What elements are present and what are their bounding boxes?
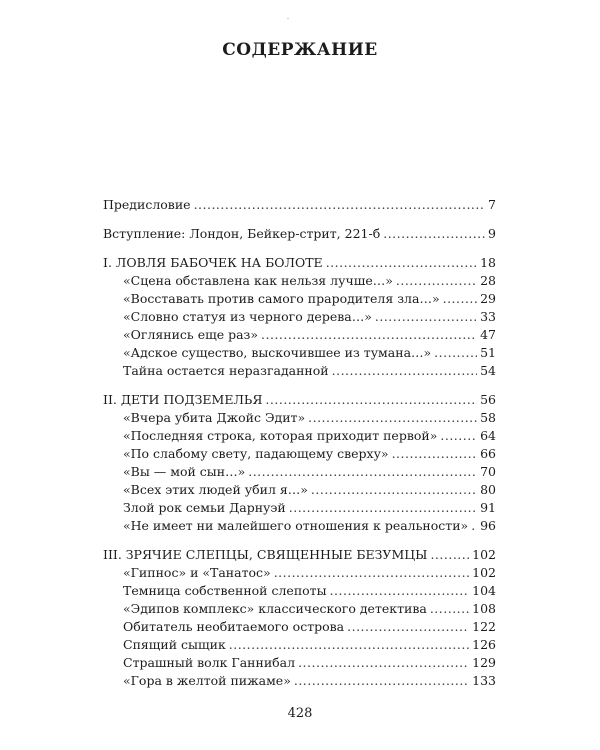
page-number: 428 xyxy=(287,706,313,721)
toc-subentry xyxy=(123,583,496,599)
toc-entry-label: Злой рок семьи Дарнуэй xyxy=(123,500,286,515)
toc-entry-label: Обитатель необитаемого острова xyxy=(123,619,345,634)
scan-mark xyxy=(287,18,289,19)
toc-entry-page: 80 xyxy=(480,482,496,497)
toc-entry-page: 9 xyxy=(488,226,496,241)
leader-dots xyxy=(326,255,477,271)
toc-entry-label: «Не имеет ни малейшего отношения к реальности» xyxy=(123,518,469,533)
toc-entry-page: 122 xyxy=(472,619,496,634)
toc-subentry xyxy=(123,464,496,480)
toc-entry-label: Темница собственной слепоты xyxy=(123,583,327,598)
leader-dots xyxy=(248,464,477,480)
toc-entry-label: Предисловие xyxy=(103,197,191,212)
leader-dots xyxy=(311,482,477,498)
toc-subentry xyxy=(123,345,496,361)
toc-entry-label: III. ЗРЯЧИЕ СЛЕПЦЫ, СВЯЩЕННЫЕ БЕЗУМЦЫ xyxy=(103,547,428,562)
toc-entry-preface xyxy=(103,197,496,213)
toc-subentry xyxy=(123,619,496,635)
toc-entry-page: 64 xyxy=(480,428,496,443)
toc-subentry xyxy=(123,673,496,689)
leader-dots xyxy=(261,327,477,343)
leader-dots xyxy=(274,565,469,581)
toc-entry-label: «Восставать против самого прародителя зла…» xyxy=(123,291,440,306)
leader-dots xyxy=(396,273,477,289)
toc-subentry xyxy=(123,518,496,534)
leader-dots xyxy=(440,428,477,444)
leader-dots xyxy=(229,637,469,653)
toc-entry-label: «Последняя строка, которая приходит первой» xyxy=(123,428,438,443)
toc-subentry xyxy=(123,655,496,671)
toc-entry-page: 51 xyxy=(480,345,496,360)
toc-subentry xyxy=(123,291,496,307)
leader-dots xyxy=(330,583,470,599)
toc-entry-page: 54 xyxy=(480,363,496,378)
leader-dots xyxy=(471,518,477,534)
leader-dots xyxy=(289,500,477,516)
page-title: СОДЕРЖАНИЕ xyxy=(222,40,378,60)
toc-entry-page: 18 xyxy=(480,255,496,270)
toc-entry-label: «Эдипов комплекс» классического детектива xyxy=(123,601,427,616)
leader-dots xyxy=(392,446,478,462)
toc-subentry xyxy=(123,410,496,426)
toc-entry-page: 91 xyxy=(480,500,496,515)
toc-entry-page: 7 xyxy=(488,197,496,212)
leader-dots xyxy=(430,601,469,617)
leader-dots xyxy=(434,345,477,361)
toc-entry-label: «Вы — мой сын…» xyxy=(123,464,246,479)
toc-entry-page: 129 xyxy=(472,655,496,670)
toc-subentry xyxy=(123,637,496,653)
leader-dots xyxy=(265,392,477,408)
toc-subentry xyxy=(123,565,496,581)
leader-dots xyxy=(308,410,477,426)
toc-entry-label: «Словно статуя из черного дерева…» xyxy=(123,309,372,324)
leader-dots xyxy=(347,619,469,635)
toc-entry-page: 104 xyxy=(472,583,496,598)
toc-entry-page: 96 xyxy=(480,518,496,533)
toc-subentry xyxy=(123,363,496,379)
toc-entry-page: 126 xyxy=(472,637,496,652)
toc-subentry xyxy=(123,428,496,444)
toc-entry-page: 108 xyxy=(472,601,496,616)
toc-entry-page: 102 xyxy=(472,565,496,580)
toc-entry-page: 133 xyxy=(472,673,496,688)
toc-entry-label: «Адское существо, выскочившее из тумана…» xyxy=(123,345,432,360)
leader-dots xyxy=(443,291,478,307)
leader-dots xyxy=(383,226,485,242)
toc-entry-label: Вступление: Лондон, Бейкер-стрит, 221-б xyxy=(103,226,381,241)
toc-entry-label: «Оглянись еще раз» xyxy=(123,327,259,342)
toc-entry-page: 28 xyxy=(480,273,496,288)
leader-dots xyxy=(294,673,469,689)
toc-entry-page: 29 xyxy=(480,291,496,306)
toc-subentry xyxy=(123,601,496,617)
toc-subentry xyxy=(123,500,496,516)
toc-entry-label: II. ДЕТИ ПОДЗЕМЕЛЬЯ xyxy=(103,392,263,407)
toc-entry-label: «По слабому свету, падающему сверху» xyxy=(123,446,389,461)
leader-dots xyxy=(430,547,469,563)
toc-entry-page: 47 xyxy=(480,327,496,342)
toc-entry-label: Спящий сыщик xyxy=(123,637,226,652)
leader-dots xyxy=(375,309,477,325)
leader-dots xyxy=(298,655,469,671)
toc-subentry xyxy=(123,327,496,343)
toc-entry-label: «Гипнос» и «Танатос» xyxy=(123,565,271,580)
toc-section-heading xyxy=(103,547,496,563)
toc-subentry xyxy=(123,273,496,289)
toc-subentry xyxy=(123,309,496,325)
toc-entry-label: «Вчера убита Джойс Эдит» xyxy=(123,410,306,425)
leader-dots xyxy=(332,363,477,379)
toc-entry-page: 70 xyxy=(480,464,496,479)
toc-entry-label: Тайна остается неразгаданной xyxy=(123,363,329,378)
toc-subentry xyxy=(123,482,496,498)
toc-entry-page: 58 xyxy=(480,410,496,425)
leader-dots xyxy=(194,197,485,213)
toc-entry-label: «Всех этих людей убил я…» xyxy=(123,482,308,497)
toc-section-heading xyxy=(103,255,496,271)
toc-subentry xyxy=(123,446,496,462)
toc-entry-intro xyxy=(103,226,496,242)
toc-section-heading xyxy=(103,392,496,408)
toc-entry-page: 56 xyxy=(480,392,496,407)
toc-entry-label: I. ЛОВЛЯ БАБОЧЕК НА БОЛОТЕ xyxy=(103,255,323,270)
toc-entry-page: 33 xyxy=(480,309,496,324)
toc-entry-label: Страшный волк Ганнибал xyxy=(123,655,296,670)
toc-entry-label: «Сцена обставлена как нельзя лучше…» xyxy=(123,273,393,288)
toc-entry-page: 66 xyxy=(480,446,496,461)
toc-entry-label: «Гора в желтой пижаме» xyxy=(123,673,291,688)
toc-entry-page: 102 xyxy=(472,547,496,562)
